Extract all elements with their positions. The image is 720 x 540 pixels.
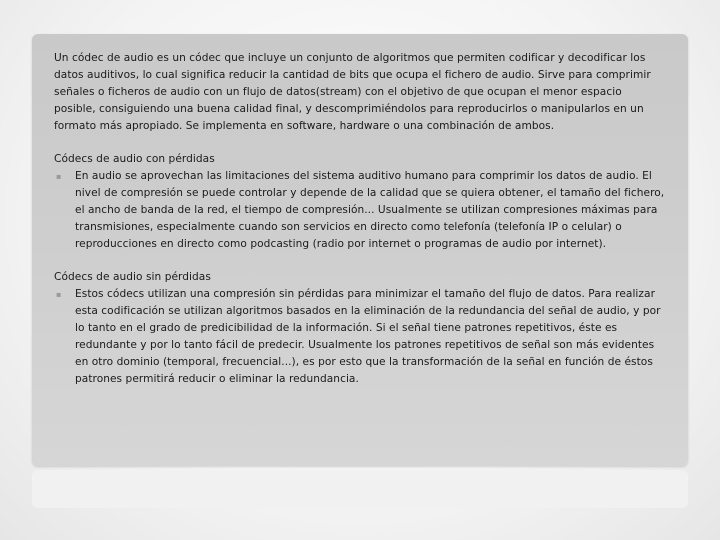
section-lossy [54,151,666,253]
footer-strip [32,470,688,508]
bullet-text-lossy: En audio se aprovechan las limitaciones del sistema auditivo humano para comprimir los datos de audio. El nivel de compresión se puede controlar y depende de la calidad que se quiera obtener, el tamaño del fichero, el ancho de banda de la red, el tiempo de compresión... Usualmente se utilizan compresiones máximas para transmisiones, especialmente cuando son servicios en directo como telefonía (telefonía IP o celular) o reproducciones en directo como podcasting (radio por internet o programas de audio por internet). [75,170,665,250]
bullet-item-lossless [54,286,666,388]
intro-paragraph: Un códec de audio es un códec que incluye un conjunto de algoritmos que permiten codificar y decodificar los datos auditivos, lo cual significa reducir la cantidad de bits que ocupa el fichero de audio. Sirve para comprimir señales o ficheros de audio con un flujo de datos(stream) con el objetivo de que ocupan el menor espacio posible, consiguiendo una buena calidad final, y descomprimiéndolos para reproducirlos o manipularlos en un formato más apropiado. Se implementa en software, hardware o una combinación de ambos. [54,52,651,132]
section-lossless [54,269,666,388]
bullet-item-lossy [54,168,666,253]
section-heading-lossy: Códecs de audio con pérdidas [54,153,215,165]
slide-text-body [54,50,666,404]
bullet-text-lossless: Estos códecs utilizan una compresión sin pérdidas para minimizar el tamaño del flujo de datos. Para realizar esta codificación se utilizan algoritmos basados en la eliminación de la redundancia del señal de audio, y por lo tanto en el grado de predicibilidad de la información. Si el señal tiene patrones repetitivos, éste es redundante y por lo tanto fácil de predecir. Usualmente los patrones repetitivos de señal son más evidentes en otro dominio (temporal, frecuencial...), es por esto que la transformación de la señal en función de éstos patrones permitirá reducir o eliminar la redundancia. [75,288,661,385]
bullet-icon: ▪ [56,172,62,181]
section-heading-lossless: Códecs de audio sin pérdidas [54,271,211,283]
bullet-icon: ▪ [56,290,62,299]
